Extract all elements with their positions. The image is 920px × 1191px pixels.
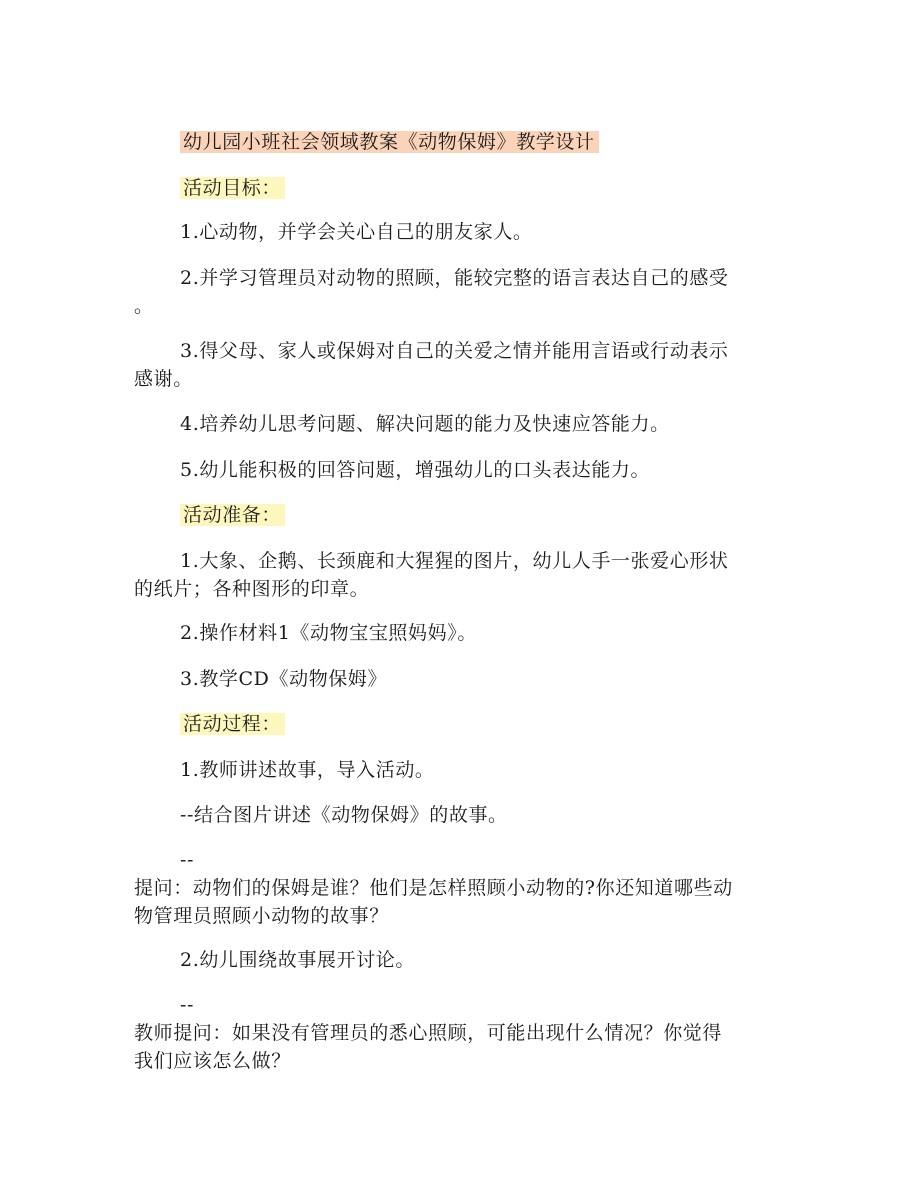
prep-item-1-continued: 的纸片；各种图形的印章。 xyxy=(134,578,370,600)
document-title: 幼儿园小班社会领域教案《动物保姆》教学设计 xyxy=(180,131,599,153)
process-heading-line xyxy=(180,709,285,739)
process-item-3: 2.幼儿围绕故事展开讨论。 xyxy=(180,949,415,971)
goal-item-1: 1.心动物，并学会关心自己的朋友家人。 xyxy=(180,221,533,243)
prep-heading: 活动准备： xyxy=(180,504,285,526)
goals-heading: 活动目标： xyxy=(180,177,285,199)
prep-item-1: 1.大象、企鹅、长颈鹿和大猩猩的图片，幼儿人手一张爱心形状 xyxy=(180,550,729,572)
process-question-1: 提问：动物们的保姆是谁？他们是怎样照顾小动物的?你还知道哪些动 xyxy=(134,877,733,899)
goal-item-3: 3.得父母、家人或保姆对自己的关爱之情并能用言语或行动表示 xyxy=(180,340,729,362)
prep-heading-line xyxy=(180,500,285,530)
goal-item-3-continued: 感谢。 xyxy=(134,368,193,390)
goal-item-2: 2.并学习管理员对动物的照顾，能较完整的语言表达自己的感受 xyxy=(180,267,729,289)
prep-item-3: 3.教学CD《动物保姆》 xyxy=(180,668,388,690)
goals-heading-line xyxy=(180,173,285,203)
process-dash-1: -- xyxy=(180,849,195,871)
process-item-2: --结合图片讲述《动物保姆》的故事。 xyxy=(180,804,508,826)
process-question-2: 教师提问：如果没有管理员的悉心照顾，可能出现什么情况？你觉得 xyxy=(134,1022,723,1044)
process-item-1: 1.教师讲述故事，导入活动。 xyxy=(180,759,435,781)
prep-item-2: 2.操作材料1《动物宝宝照妈妈》。 xyxy=(180,622,477,644)
process-question-2-continued: 我们应该怎么做？ xyxy=(134,1050,291,1072)
process-dash-2: -- xyxy=(180,994,195,1016)
goal-item-2-continued: 。 xyxy=(134,295,154,317)
process-question-1-continued: 物管理员照顾小动物的故事？ xyxy=(134,905,389,927)
process-heading: 活动过程： xyxy=(180,713,285,735)
goal-item-4: 4.培养幼儿思考问题、解决问题的能力及快速应答能力。 xyxy=(180,413,670,435)
goal-item-5: 5.幼儿能积极的回答问题，增强幼儿的口头表达能力。 xyxy=(180,459,651,481)
document-title-line xyxy=(180,127,599,157)
